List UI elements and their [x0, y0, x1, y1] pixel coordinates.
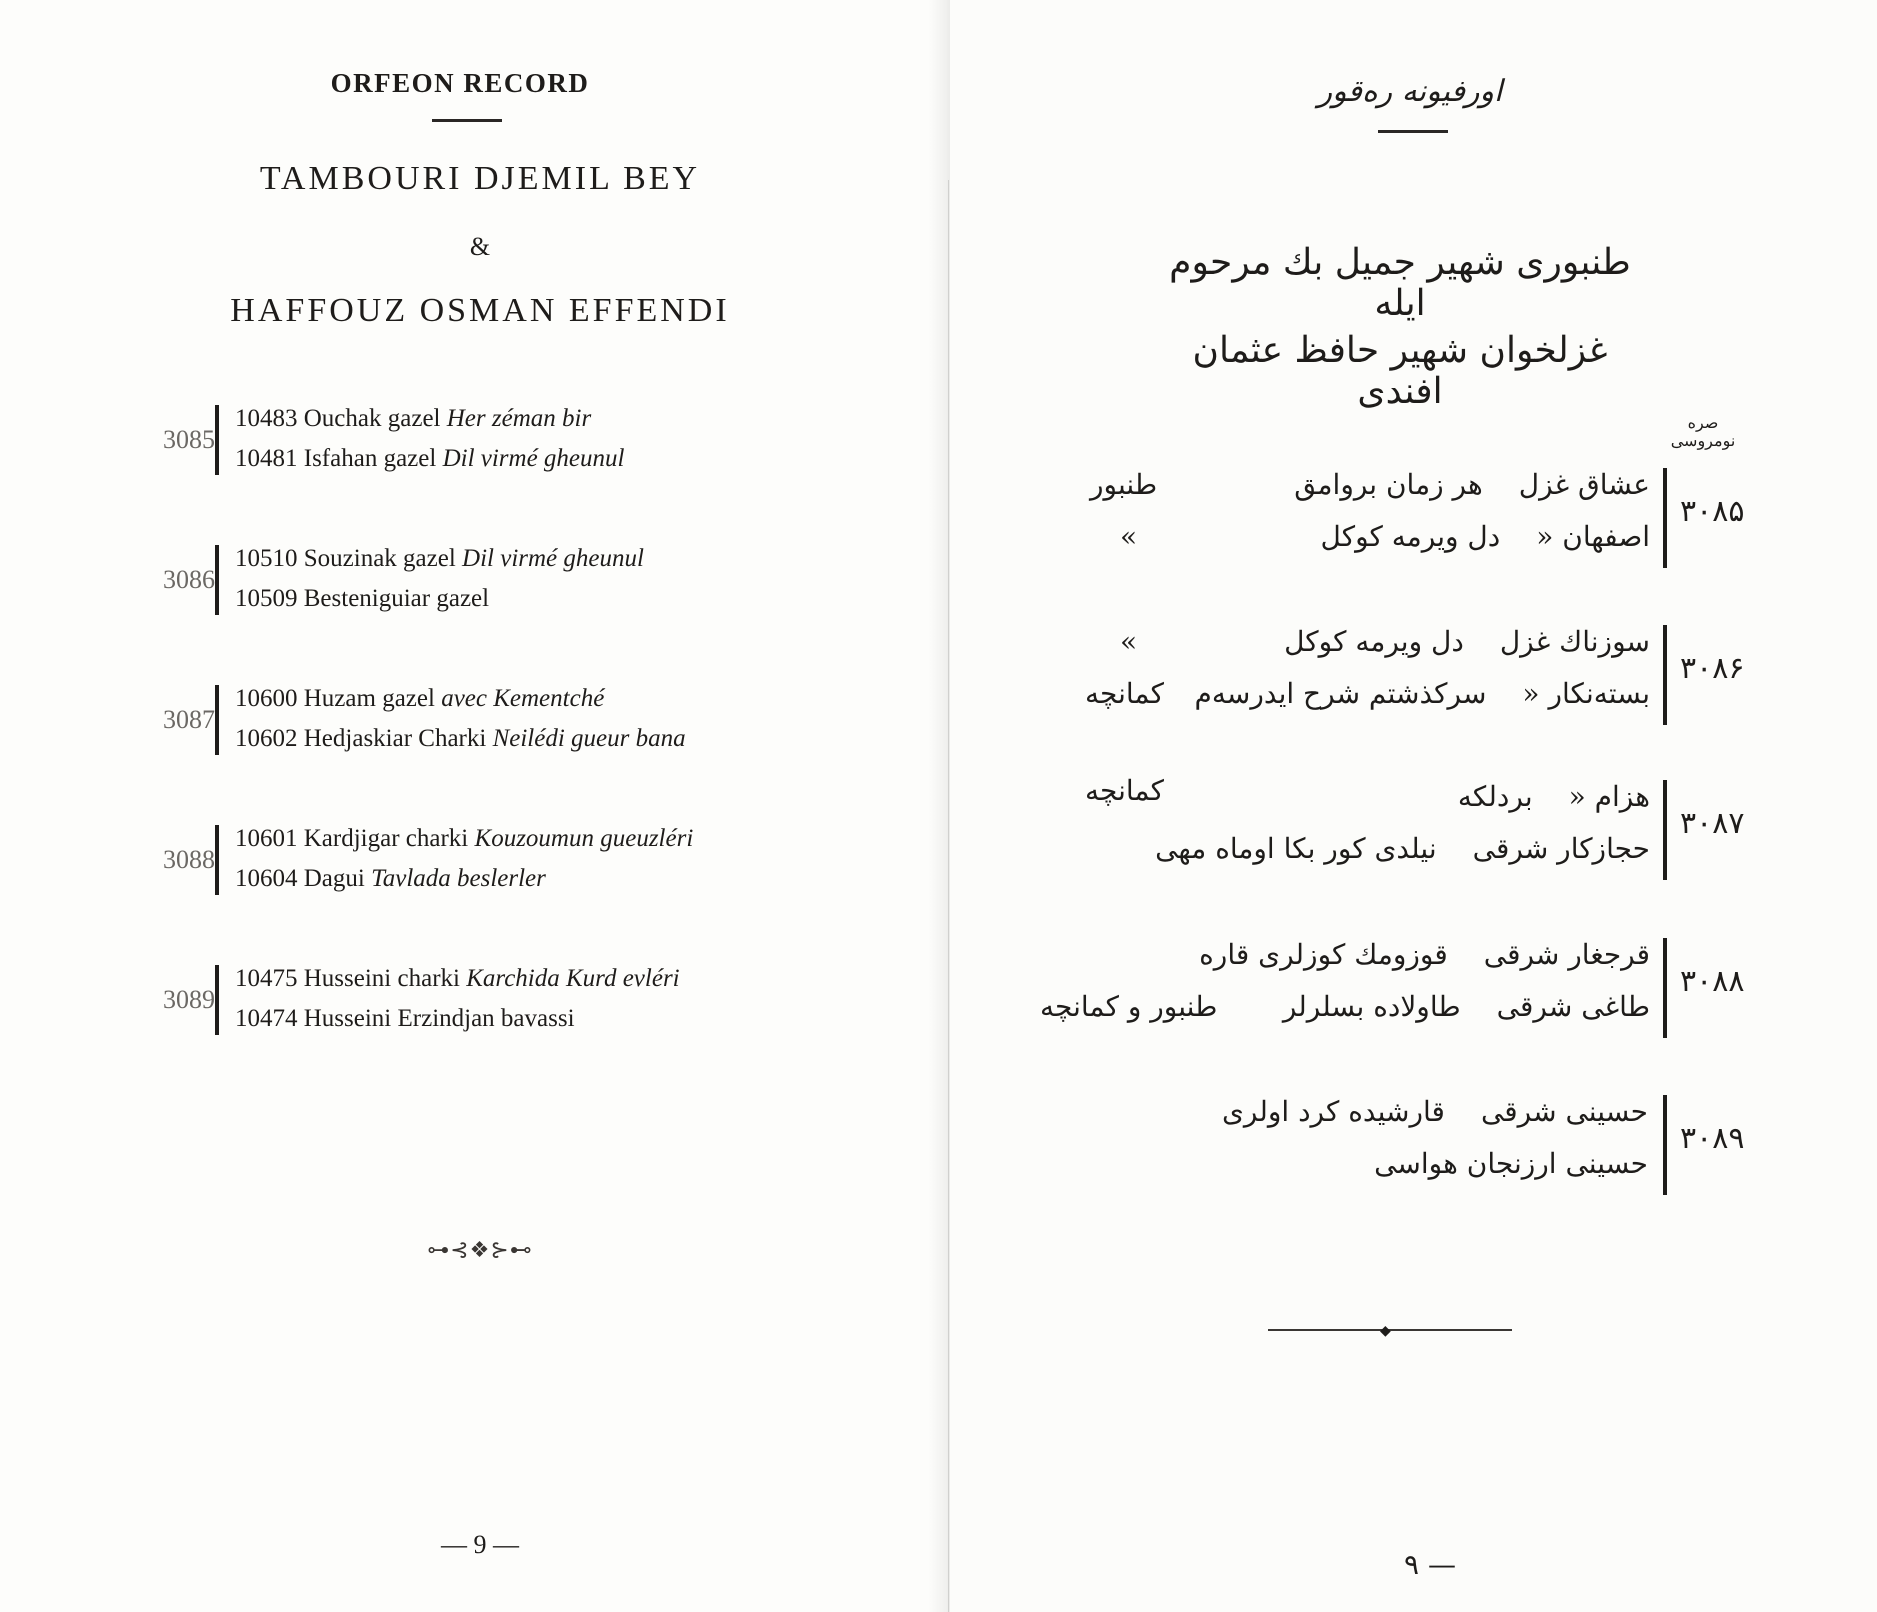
record-line: [1119, 832, 1650, 865]
record-title: Dil virmé gheunul: [462, 545, 644, 572]
left-page-header: ORFEON RECORD: [330, 68, 590, 98]
catalog-number: 10474: [235, 1005, 298, 1032]
record-desc: عشاق غزل: [1518, 468, 1650, 501]
record-line: [235, 865, 546, 893]
record-number: ۳۰۸۸: [1680, 964, 1745, 999]
catalog-number: 10475: [235, 965, 298, 992]
record-number: 3088: [163, 845, 215, 874]
page-number: — 9 —: [441, 1530, 519, 1559]
record-number: ۳۰۸۵: [1680, 494, 1745, 529]
record-title: Dil virmé gheunul: [442, 445, 625, 472]
record-title: Tavlada beslerler: [371, 865, 546, 892]
record-title: طاولاده بسلرلر: [1282, 990, 1461, 1023]
instrument-note: طنبور و کمانچه: [1040, 990, 1218, 1023]
record-number: 3086: [163, 565, 215, 594]
group-bracket: [215, 825, 219, 895]
catalog-number: 10602: [235, 725, 298, 752]
instrument-note: کمانچه: [1085, 774, 1164, 807]
record-group: [120, 405, 860, 485]
record-group: [1030, 774, 1760, 890]
record-group: [1030, 468, 1760, 578]
record-number: 3085: [163, 425, 215, 454]
artist-primary: TAMBOURI DJEMIL BEY: [259, 160, 701, 197]
group-bracket: [215, 405, 219, 475]
instrument-note: »: [1120, 520, 1138, 553]
record-title: سرکذشتم شرح ایدرسه‌م: [1194, 677, 1487, 710]
catalog-number: 10601: [235, 825, 298, 852]
record-line: [1285, 520, 1650, 553]
group-bracket: [1663, 780, 1667, 880]
instrument-note: »: [1120, 625, 1138, 658]
record-number: ۳۰۸۶: [1680, 651, 1745, 686]
record-title: Neilédi gueur bana: [492, 725, 686, 752]
record-line: [235, 405, 591, 433]
instrument-note: طنبور: [1090, 468, 1158, 501]
record-line: [1163, 938, 1650, 971]
record-line: [1248, 625, 1650, 658]
record-desc: Besteniguiar gazel: [303, 585, 490, 612]
record-line: [1338, 1147, 1648, 1180]
ornament-diamond-icon: ◆: [1380, 1323, 1391, 1339]
record-title: هر زمان بروامق: [1294, 468, 1483, 501]
record-group: [1030, 938, 1760, 1048]
instrument-note: کمانچه: [1085, 677, 1164, 710]
group-bracket: [215, 685, 219, 755]
record-group: [120, 825, 860, 905]
page-number: ٩ —: [1404, 1548, 1456, 1581]
record-line: [1186, 1095, 1648, 1128]
right-page-header: اورفیونه ره‌قور: [1317, 74, 1503, 109]
record-title: قارشیده کرد اولری: [1221, 1095, 1445, 1128]
catalog-number: 10481: [235, 445, 298, 472]
ornament-divider: ⊶⊰❖⊱⊷: [427, 1238, 533, 1263]
record-line: [235, 445, 624, 473]
record-desc: Huzam gazel: [303, 685, 435, 712]
record-title: Karchida Kurd evléri: [466, 965, 680, 992]
ampersand: &: [469, 232, 491, 261]
group-bracket: [1663, 1095, 1667, 1195]
record-line: [235, 585, 489, 613]
record-line: [235, 725, 686, 753]
record-desc: سوزناك غزل: [1499, 625, 1650, 658]
record-line: [1258, 468, 1650, 501]
gutter-crease: [948, 180, 949, 1612]
record-title: قوزومك کوزلری قاره: [1199, 938, 1448, 971]
record-line: [1247, 990, 1650, 1023]
record-desc: هزام «: [1568, 780, 1650, 813]
record-desc: Dagui: [303, 865, 365, 892]
record-line: [235, 685, 604, 713]
record-title: بردلکه: [1457, 780, 1533, 813]
record-desc: Hedjaskiar Charki: [303, 725, 487, 752]
record-desc: Husseini Erzindjan bavassi: [303, 1005, 575, 1032]
catalog-number: 10510: [235, 545, 298, 572]
record-desc: Souzinak gazel: [303, 545, 456, 572]
record-title: دل ویرمه کوکل: [1284, 625, 1464, 658]
record-desc: Isfahan gazel: [303, 445, 437, 472]
record-line: [235, 825, 693, 853]
artist-secondary: HAFFOUZ OSMAN EFFENDI: [230, 292, 730, 329]
record-title: دل ویرمه کوکل: [1320, 520, 1501, 553]
group-bracket: [215, 965, 219, 1035]
record-desc: Husseini charki: [303, 965, 460, 992]
record-line: [235, 545, 644, 573]
group-bracket: [1663, 468, 1667, 568]
ornament-divider: [1268, 1320, 1512, 1340]
header-rule: [1378, 130, 1448, 133]
group-bracket: [1663, 938, 1667, 1038]
record-title: نیلدی کور بکا اوماه مهی: [1155, 832, 1437, 865]
record-desc: حسینی شرقی: [1480, 1095, 1648, 1128]
catalog-number: 10509: [235, 585, 298, 612]
record-group: [120, 545, 860, 625]
column-label: صره نومروسی: [1670, 413, 1736, 450]
record-title: Kouzoumun gueuzléri: [474, 825, 694, 852]
record-desc: طاغی شرقی: [1496, 990, 1650, 1023]
catalog-number: 10483: [235, 405, 298, 432]
record-desc: Kardjigar charki: [303, 825, 469, 852]
group-bracket: [1663, 625, 1667, 725]
record-line: [235, 1005, 575, 1033]
record-number: ۳۰۸۷: [1680, 806, 1745, 841]
record-desc: حجازکار شرقی: [1472, 832, 1650, 865]
record-number: 3087: [163, 705, 215, 734]
catalog-number: 10604: [235, 865, 298, 892]
record-title: avec Kementché: [441, 685, 605, 712]
record-group: [1030, 625, 1760, 735]
right-title-line1: طنبوری شهیر جمیل بك مرحوم ایله: [1169, 242, 1631, 324]
record-line: [1422, 780, 1650, 813]
record-line: [1159, 677, 1650, 710]
record-group: [120, 685, 860, 765]
header-rule: [432, 119, 502, 122]
record-number: ۳۰۸۹: [1680, 1121, 1745, 1156]
record-desc: Ouchak gazel: [303, 405, 441, 432]
catalog-number: 10600: [235, 685, 298, 712]
record-group: [1030, 1095, 1760, 1205]
record-desc: حسینی ارزنجان هواسی: [1374, 1147, 1648, 1180]
record-group: [120, 965, 860, 1045]
record-desc: بسته‌نکار «: [1522, 677, 1650, 710]
record-desc: قرجغار شرقی: [1483, 938, 1650, 971]
record-number: 3089: [163, 985, 215, 1014]
group-bracket: [215, 545, 219, 615]
record-line: [235, 965, 680, 993]
record-title: Her zéman bir: [446, 405, 592, 432]
right-title-line2: غزلخوان شهیر حافظ عثمان افندی: [1192, 330, 1608, 412]
record-desc: اصفهان «: [1536, 520, 1650, 553]
